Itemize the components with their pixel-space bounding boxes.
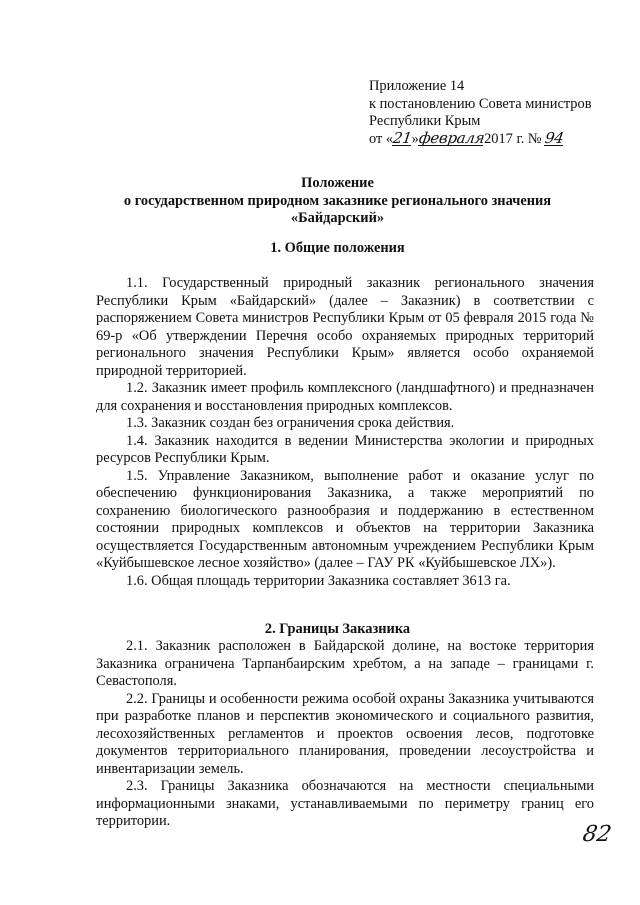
date-year: 2017 г. № bbox=[484, 130, 542, 147]
title-line-1: Положение bbox=[301, 175, 374, 191]
title-line-2: о государственном природном заказнике регионального значения bbox=[123, 192, 552, 209]
paragraph-2-3: 2.3. Границы Заказника обозначаются на местности специальными информационными знаками, устанавливаемыми по периметру границ его территории. bbox=[96, 778, 594, 829]
section-2-body bbox=[96, 638, 594, 831]
appendix-line-2: к постановлению Совета министров bbox=[369, 95, 592, 112]
date-prefix: от « bbox=[369, 130, 394, 147]
title-line-3: «Байдарский» bbox=[290, 210, 385, 226]
paragraph-1-1: 1.1. Государственный природный заказник регионального значения Республики Крым «Байдарский» (далее – Заказник) в соответствии с распоряжением Совета министров Республики Крым от 05 февраля 2015 года № 69-р «Об утверждении Перечня особо охраняемых природных территорий регионального значения Республики Крым» является особо охраняемой природной территорией. bbox=[96, 275, 594, 379]
handwritten-page-number: 82 bbox=[580, 822, 614, 847]
appendix-line-3: Республики Крым bbox=[369, 113, 481, 129]
document-title bbox=[96, 175, 579, 228]
date-separator: » bbox=[411, 130, 419, 147]
paragraph-2-1: 2.1. Заказник расположен в Байдарской долине, на востоке территория Заказника ограничена Тарпанбаирским хребтом, а на западе – границами г. Севастополя. bbox=[96, 638, 594, 689]
section-2-heading: 2. Границы Заказника bbox=[264, 621, 411, 637]
paragraph-1-2: 1.2. Заказник имеет профиль комплексного (ландшафтного) и предназначен для сохранения и восстановления природных комплексов. bbox=[96, 380, 594, 414]
appendix-header bbox=[369, 78, 619, 148]
handwritten-month: февраля bbox=[417, 128, 486, 147]
appendix-line-1: Приложение 14 bbox=[369, 78, 465, 94]
paragraph-1-6: 1.6. Общая площадь территории Заказника составляет 3613 га. bbox=[126, 572, 511, 589]
paragraph-1-4: 1.4. Заказник находится в ведении Министерства экологии и природных ресурсов Республики Крым. bbox=[96, 432, 594, 466]
appendix-date-line bbox=[369, 128, 619, 149]
handwritten-doc-number: 94 bbox=[544, 128, 566, 147]
paragraph-1-5: 1.5. Управление Заказником, выполнение работ и оказание услуг по обеспечению функционирования Заказника, а также мероприятий по сохранению биологического разнообразия и поддержанию в естественном состоянии природных комплексов и объектов на территории Заказника осуществляется Государственным автономным учреждением Республики Крым «Куйбышевское лесное хозяйство» (далее – ГАУ РК «Куйбышевское ЛХ»). bbox=[96, 467, 594, 571]
paragraph-2-2: 2.2. Границы и особенности режима особой охраны Заказника учитываются при разработке планов и перспектив экономического и социального развития, лесохозяйственных регламентов и проектов освоения лесов, подготовке документов территориального планирования, проведении лесоустройства и инвентаризации земель. bbox=[96, 690, 594, 777]
section-1-heading: 1. Общие положения bbox=[270, 240, 405, 256]
handwritten-day: 21 bbox=[391, 128, 413, 147]
section-1-body bbox=[96, 275, 594, 590]
paragraph-1-3: 1.3. Заказник создан без ограничения срока действия. bbox=[126, 415, 455, 431]
